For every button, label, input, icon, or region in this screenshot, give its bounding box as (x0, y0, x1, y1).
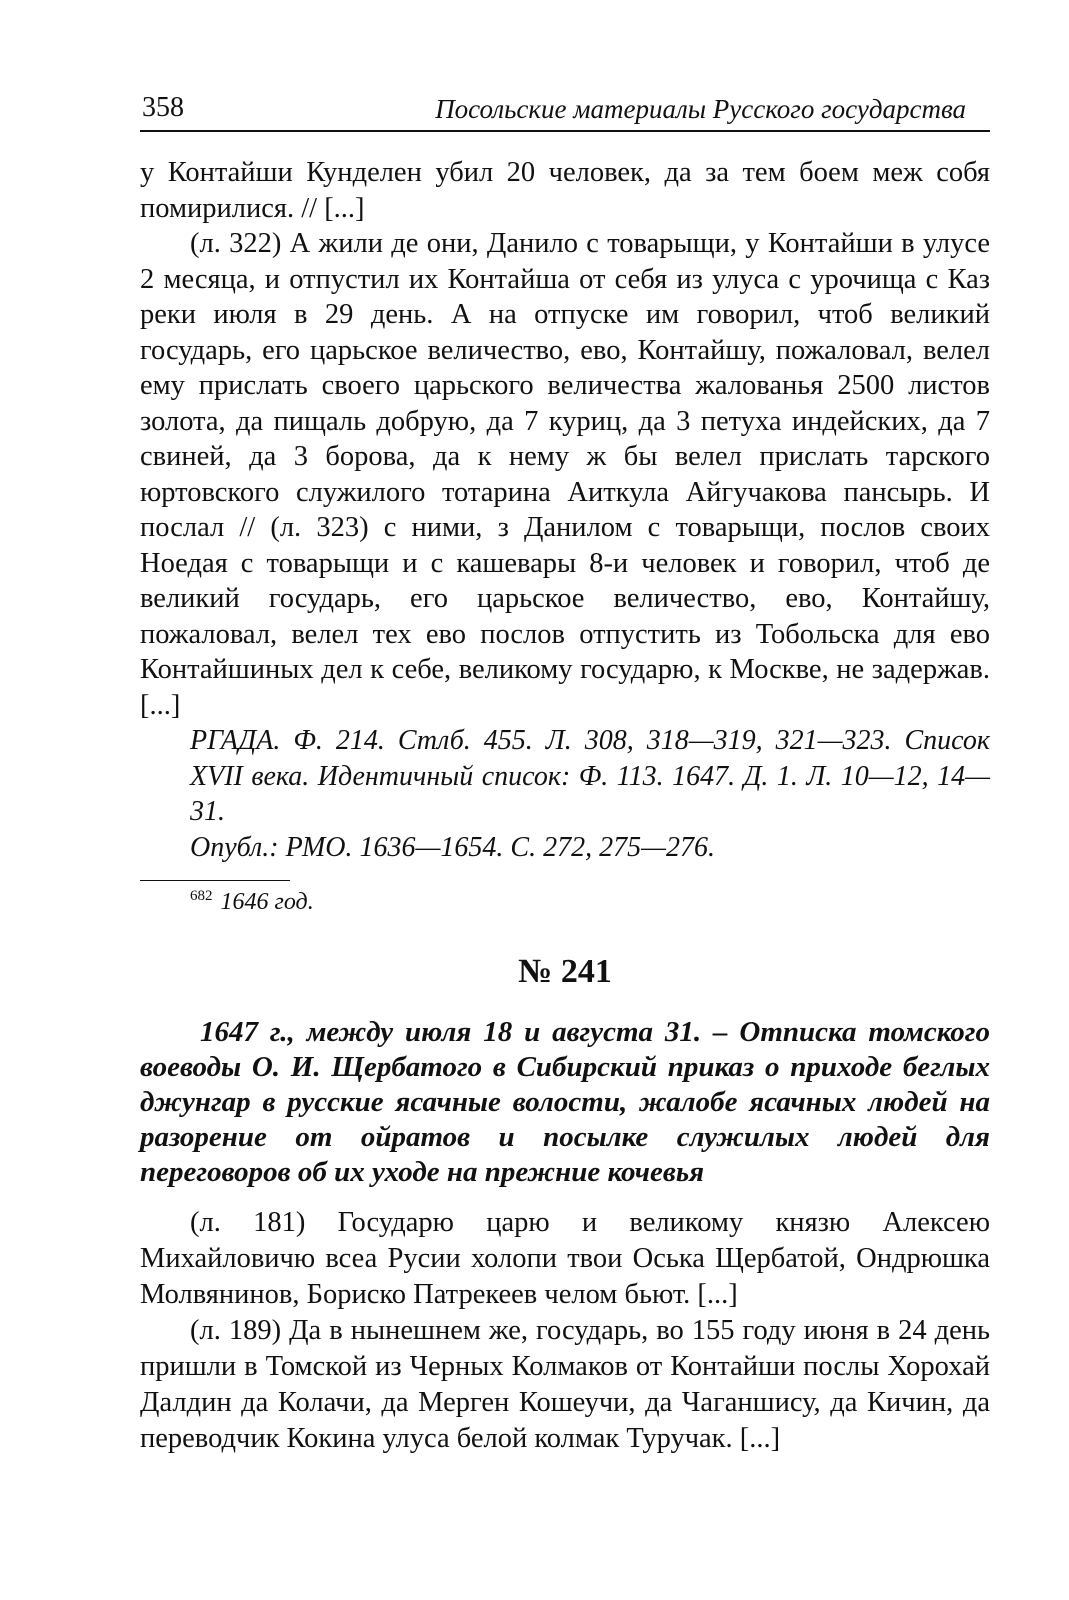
paragraph-folio-189: (л. 189) Да в нынешнем же, государь, во 155 году июня в 24 день пришли в Томской из Черных Колмаков от Контайши послы Хорохай Далдин да Колачи, да Мерген Кошеучи, да Чаганшису, да Кичин, да переводчик Кокина улуса белой колмак Туручак. [...] (140, 1315, 990, 1454)
footnote-text: 1646 год. (220, 889, 314, 915)
page-number: 358 (142, 92, 184, 123)
running-header (140, 90, 990, 132)
top-section (140, 155, 990, 865)
running-title: Посольские материалы Русского государства (435, 94, 966, 124)
document-body (140, 1205, 990, 1457)
footnote-divider (140, 880, 290, 881)
paragraph-continuation: у Контайши Кунделен убил 20 человек, да за тем боем меж собя помирилися. // [...] (140, 157, 990, 224)
publication-note: Опубл.: РМО. 1636—1654. С. 272, 275—276. (190, 831, 715, 863)
paragraph-folio-322: (л. 322) А жили де они, Данило с товарыщи, у Контайши в улусе 2 месяца, и отпустил их Контайша от себя из улуса с урочища с Каз реки июля в 29 день. А на отпуске им говорил, чтоб великий государь, его царьское величество, ево, Контайшу, пожаловал, велел ему прислать своего царьского величества жалованья 2500 листов золота, да пищаль добрую, да 7 куриц, да 3 петуха индейских, да 7 свиней, да 3 борова, да к нему ж бы велел прислать тарского юртовского служилого тотарина Аиткула Айгучакова пансырь. И послал // (л. 323) с ними, з Данилом с товарыщи, послов своих Ноедая с товарыщи и с кашевары 8-и человек и говорил, чтоб де великий государь, его царьское величество, ево, Контайшу, пожаловал, велел тех ево послов отпустить из Тобольска для ево Контайшиных дел к себе, великому государю, к Москве, не задержав. [...] (140, 228, 990, 721)
footnote (190, 888, 314, 916)
footnote-marker: 682 (190, 888, 213, 904)
paragraph-folio-181: (л. 181) Государю царю и великому князю Алексею Михайловичю всеа Русии холопи твои Оська Щербатой, Ондрюшка Молвянинов, Бориско Патрекеев челом бьют. [...] (140, 1207, 990, 1310)
archival-source-note: РГАДА. Ф. 214. Стлб. 455. Л. 308, 318—319, 321—323. Список XVII века. Идентичный список: Ф. 113. 1647. Д. 1. Л. 10—12, 14—31. (190, 725, 990, 827)
document-number: № 241 (518, 953, 612, 990)
document-heading: 1647 г., между июля 18 и августа 31. – Отписка томского воеводы О. И. Щербатого в Сибирский приказ о приходе беглых джунгар в русские ясачные волости, жалобе ясачных людей на разорение от ойратов и посылке служилых людей для переговоров об их уходе на прежние кочевья (140, 1016, 990, 1188)
